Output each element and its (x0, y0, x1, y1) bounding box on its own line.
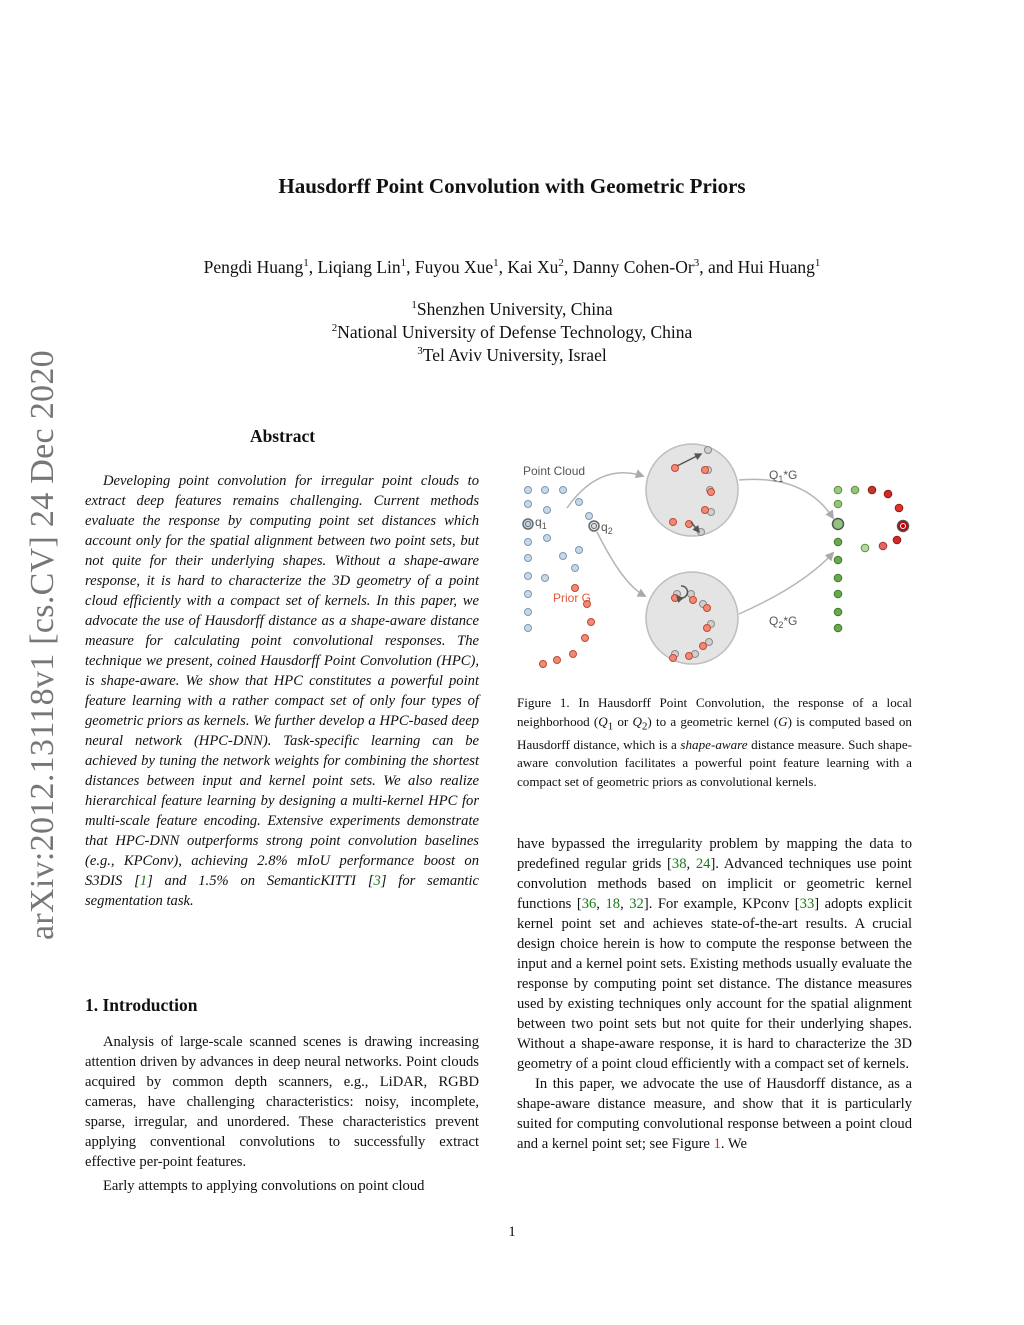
page-number: 1 (508, 1224, 516, 1240)
text-part: , (620, 896, 630, 912)
text-part: have bypassed the irregularity problem by mapping the data to predefined regular grids [ (517, 836, 912, 872)
citation-link[interactable]: 3 (373, 873, 381, 889)
label-q1-star-g (769, 468, 797, 484)
caption-math: Q (598, 713, 608, 729)
author-affiliation: 1 (814, 257, 821, 270)
neighborhood-circle-q2 (646, 572, 738, 664)
right-column-text (517, 834, 912, 1154)
figure-link[interactable]: 1 (713, 1136, 721, 1152)
result-points (834, 486, 903, 632)
arrow-q2-to-result (739, 553, 833, 614)
figure-1-caption (517, 694, 912, 791)
arrow-to-q2 (597, 532, 645, 596)
author-separator: , (563, 257, 573, 277)
author-separator: , and (699, 257, 738, 277)
citation-link[interactable]: 18 (605, 896, 621, 912)
label-q2-sub: 2 (607, 526, 613, 536)
text-part: , (686, 856, 696, 872)
paragraph: Early attempts to applying convolutions on point cloud (103, 1178, 425, 1194)
label-q2-star-g (769, 614, 797, 630)
citation-link[interactable]: 33 (799, 896, 815, 912)
affiliation-number: 1 (411, 299, 417, 312)
abstract-part: ] and 1.5% on SemanticKITTI [ (147, 873, 374, 889)
affiliation-text: Shenzhen University, China (416, 299, 613, 319)
affiliation-text: National University of Defense Technology, China (337, 322, 693, 342)
figure-1 (515, 428, 915, 693)
citation-link[interactable]: 1 (139, 873, 148, 889)
arrow-q1-to-result (739, 479, 833, 518)
text-part: In this paper, we advocate the use of Hausdorff distance, as a shape-aware distance measure, and show that it is particularly suited for computing convolutional response between a point cloud and a kernel point set; see Figure (517, 1076, 912, 1152)
author: Hui Huang (737, 257, 815, 277)
affiliation (0, 298, 1024, 321)
citation-link[interactable]: 32 (629, 896, 644, 912)
author-affiliation: 2 (558, 257, 564, 270)
query-point-q1-inner (526, 522, 531, 527)
input-point-cloud (525, 487, 593, 632)
author-affiliation: 1 (493, 257, 499, 270)
text-part: ]. For example, KPconv [ (643, 896, 800, 912)
result-q2-point-inner (901, 524, 906, 529)
label-q1-sub: 1 (541, 521, 547, 531)
text-part: . We (720, 1136, 747, 1152)
paragraph (517, 1074, 912, 1154)
label-q1 (535, 515, 547, 531)
citation-link[interactable]: 24 (695, 856, 711, 872)
author: Fuyou Xue (414, 257, 494, 277)
affiliation-number: 2 (331, 322, 338, 335)
author-affiliation: 3 (693, 257, 700, 270)
affiliation (0, 344, 1024, 367)
introduction-text (85, 1032, 479, 1196)
paper-title: Hausdorff Point Convolution with Geometric Priors (278, 174, 746, 198)
citation-link[interactable]: 36 (581, 896, 597, 912)
caption-math: Q (632, 713, 642, 729)
author-affiliation: 1 (303, 257, 309, 270)
caption-math-sub: 2 (641, 720, 648, 733)
affiliation-list (0, 298, 1024, 367)
abstract-part: Developing point convolution for irregular point clouds to extract deep features remains challenging. Current methods evaluate the response by computing point set distances which account only for the spatial alignment between two point sets, but not quite for their underlying shapes. Without a shape-aware response, it is hard to characterize the 3D geometry of a point cloud efficiently with a compact set of kernels. In this paper, we advocate the use of Hausdorff distance as a shape-aware distance measure for calculating point convolutional responses. The technique we present, coined Hausdorff Point Convolution (HPC), is shape-aware. We show that HPC constitutes a powerful point feature learning with a rather compact set of only four types of geometric priors as kernels. We further develop a HPC-based deep neural network (HPC-DNN). Task-specific learning can be achieved by tuning the network weights for combining the shortest distances between input and kernel point sets. We also realize hierarchical feature learning by designing a multi-kernel HPC for multi-scale feature encoding. Extensive experiments demonstrate that HPC-DNN outperforms strong point convolution baselines (e.g., KPConv), achieving 2.8% mIoU performance boost on S3DIS [ (85, 473, 479, 889)
label-prior-g: Prior G (553, 591, 592, 605)
result-q1-point (833, 519, 844, 530)
arxiv-stamp: arXiv:2012.13118v1 [cs.CV] 24 Dec 2020 (24, 350, 61, 940)
author: Pengdi Huang (203, 257, 304, 277)
affiliation (0, 321, 1024, 344)
author-list (0, 257, 1024, 278)
abstract-part: ] for semantic segmentation task. (85, 873, 480, 909)
paragraph: Analysis of large-scale scanned scenes is drawing increasing attention driven by advances in deep neural networks. Point clouds acquired by common depth scanners, e.g., LiDAR, RGBD cameras, have challenging characteristics: noisy, incomplete, sparse, irregular, and unordered. These characteristics prevent applying conventional convolutions to successfully extract effective per-point features. (85, 1034, 479, 1170)
label-point-cloud: Point Cloud (523, 464, 586, 478)
author-separator: , (308, 257, 318, 277)
caption-part: Figure 1. In Hausdorff Point Convolution, the response of a local neighborhood ( (517, 695, 912, 729)
section-heading-introduction: 1. Introduction (85, 995, 198, 1015)
label-q2g-tail: *G (783, 614, 798, 628)
affiliation-text: Tel Aviv University, Israel (422, 345, 607, 365)
author-separator: , (498, 257, 508, 277)
author: Kai Xu (507, 257, 559, 277)
text-part: , (596, 896, 606, 912)
author-affiliation: 1 (400, 257, 407, 270)
caption-math: G (778, 713, 788, 729)
text-part: ]. Advanced techniques use point convolution methods based on implicit or geometric kernel functions [ (517, 856, 912, 912)
abstract-text (85, 471, 479, 911)
caption-part: ) is computed based on Hausdorff distance, which is a (517, 713, 912, 752)
affiliation-number: 3 (417, 345, 423, 358)
author-separator: , (406, 257, 415, 277)
figure-1-illustration (515, 428, 915, 688)
label-q1g-sub: 1 (778, 474, 784, 484)
label-q2-main: q (601, 520, 608, 534)
paragraph (517, 834, 912, 1074)
label-q1g-tail: *G (783, 468, 798, 482)
label-q1-main: q (535, 515, 542, 529)
caption-part: ) to a geometric kernel ( (647, 713, 779, 729)
caption-part: or (613, 713, 633, 729)
citation-link[interactable]: 38 (671, 856, 687, 872)
caption-part: distance measure. Such shape-aware convolution facilitates a powerful point feature learning with a compact set of geometric priors as convolutional kernels. (517, 736, 913, 789)
label-q2 (601, 520, 613, 536)
label-q2g-main: Q (769, 614, 779, 628)
text-part: ] adopts explicit kernel point set and achieves state-of-the-art results. A crucial design choice herein is how to compute the response between the input and a kernel point sets. Existing methods usually evaluate the response by computing point set distance. The distance measures used by existing techniques only account for the spatial alignment between two point sets but not quite for their underlying shapes. Without a shape-aware response, it is hard to characterize the 3D geometry of a point cloud efficiently with a compact set of kernels. (517, 896, 913, 1072)
label-q1g-main: Q (769, 468, 779, 482)
abstract-heading: Abstract (249, 426, 316, 446)
author: Liqiang Lin (317, 257, 401, 277)
caption-emphasis: shape-aware (680, 736, 748, 752)
author: Danny Cohen-Or (572, 257, 694, 277)
label-q2g-sub: 2 (778, 620, 784, 630)
caption-math-sub: 1 (607, 720, 614, 733)
query-point-q2-inner (592, 524, 597, 529)
